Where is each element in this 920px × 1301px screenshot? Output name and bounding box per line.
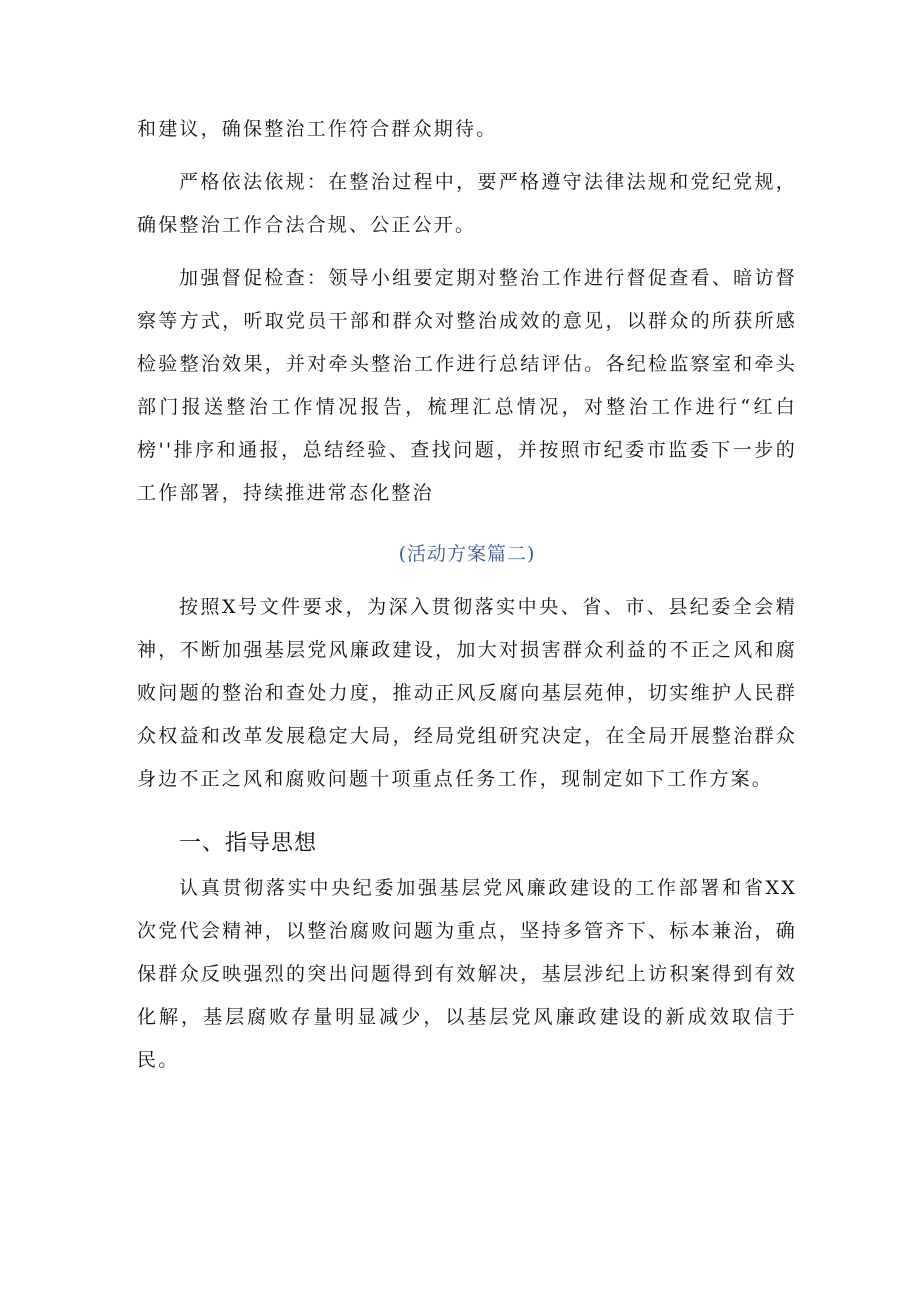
heading-guiding-thought: 一、指导思想 <box>179 831 318 856</box>
paragraph-continuation: 和建议，确保整治工作符合群众期待。 <box>137 118 498 140</box>
paragraph-legal-compliance: 严格依法依规：在整治过程中，要严格遵守法律法规和党纪党规，确保整治工作合法合规、公正公开。 <box>137 171 797 236</box>
paragraph-intro: 按照X号文件要求，为深入贯彻落实中央、省、市、县纪委全会精神，不断加强基层党风廉政建设，加大对损害群众利益的不正之风和腐败问题的整治和查处力度，推动正风反腐向基层苑伸，切实维护人民群众权益和改革发展稳定大局，经局党组研究决定，在全局开展整治群众身边不正之风和腐败问题十项重点任务工作，现制定如下工作方案。 <box>137 596 797 790</box>
document-body <box>137 108 797 1082</box>
section-title: (活动方案篇二) <box>398 543 536 565</box>
paragraph-supervision: 加强督促检查：领导小组要定期对整治工作进行督促查看、暗访督察等方式，听取党员干部和群众对整治成效的意见，以群众的所获所感检验整治效果，并对牵头整治工作进行总结评估。各纪检监察室和牵头部门报送整治工作情况报告，梳理汇总情况，对整治工作进行“红白榜''排序和通报，总结经验、查找问题，并按照市纪委市监委下一步的工作部署，持续推进常态化整治 <box>137 267 797 504</box>
paragraph-guiding-thought: 认真贯彻落实中央纪委加强基层党风廉政建设的工作部署和省XX次党代会精神，以整治腐败问题为重点，坚持多管齐下、标本兼治，确保群众反映强烈的突出问题得到有效解决，基层涉纪上访积案得到有效化解，基层腐败存量明显减少，以基层党风廉政建设的新成效取信于民。 <box>137 877 797 1071</box>
